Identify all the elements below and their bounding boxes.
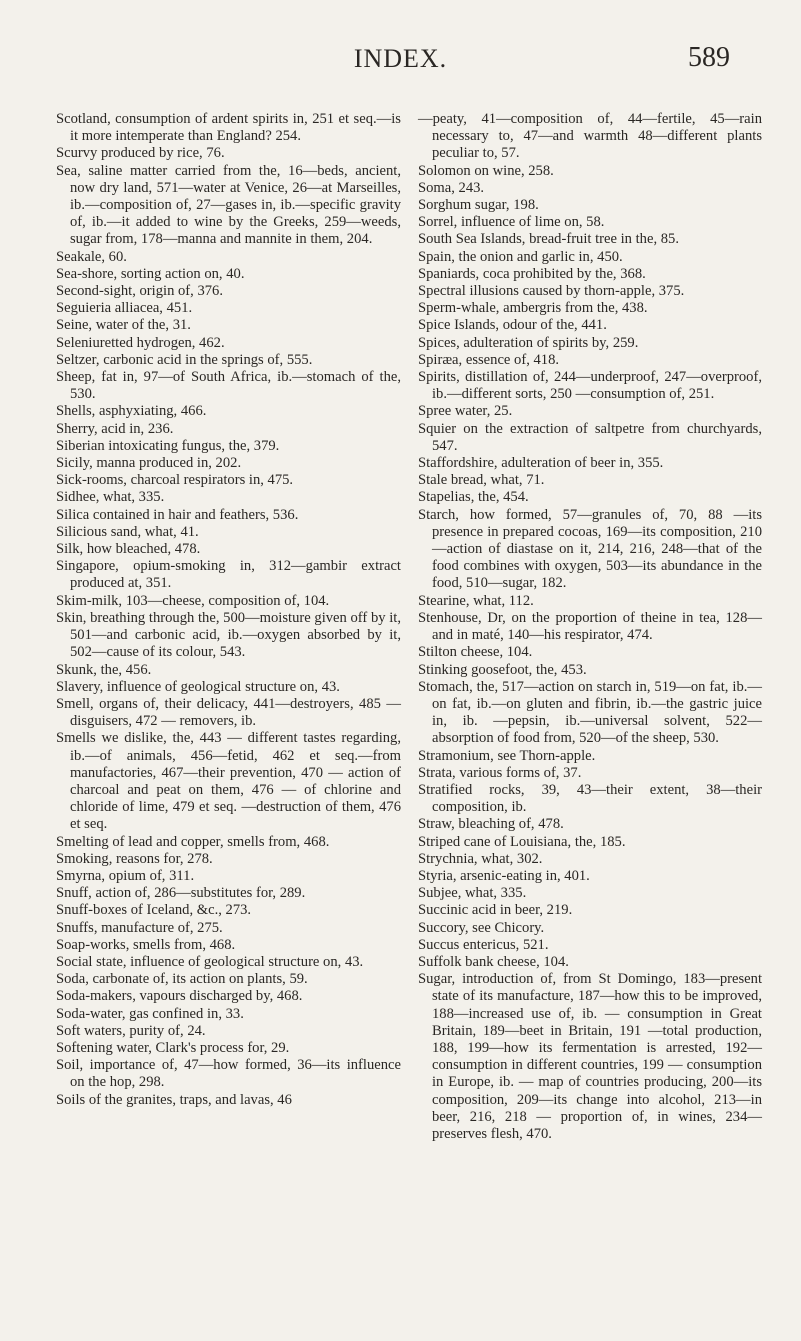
index-entry: Sea-shore, sorting action on, 40. bbox=[56, 265, 245, 282]
index-entry: Silicious sand, what, 41. bbox=[56, 523, 199, 540]
index-entry: Slavery, influence of geological structure on, 43. bbox=[56, 678, 340, 695]
index-entry: Stale bread, what, 71. bbox=[418, 472, 545, 489]
index-entry: Snuffs, manufacture of, 275. bbox=[56, 919, 223, 936]
index-entry: Skunk, the, 456. bbox=[56, 661, 152, 678]
index-entry: Smyrna, opium of, 311. bbox=[56, 867, 195, 884]
index-entry: Succus entericus, 521. bbox=[418, 936, 549, 953]
index-entry: Silica contained in hair and feathers, 536. bbox=[56, 506, 299, 523]
index-entry: Stinking goosefoot, the, 453. bbox=[418, 661, 587, 678]
index-entry: Succory, see Chicory. bbox=[418, 919, 545, 936]
index-entry: Succinic acid in beer, 219. bbox=[418, 902, 573, 919]
index-entry: Stenhouse, Dr, on the proportion of theine in tea, 128—and in maté, 140—his respirator, 474. bbox=[418, 609, 762, 644]
index-entry: Solomon on wine, 258. bbox=[418, 162, 554, 179]
index-entry: —peaty, 41—composition of, 44—fertile, 45—rain necessary to, 47—and warmth 48—different plants peculiar to, 57. bbox=[418, 111, 762, 162]
index-entry: Snuff-boxes of Iceland, &c., 273. bbox=[56, 902, 252, 919]
index-entry: Subjee, what, 335. bbox=[418, 885, 527, 902]
index-column-left bbox=[56, 111, 401, 1109]
index-entry: Seleniuretted hydrogen, 462. bbox=[56, 334, 225, 351]
index-entry: Stramonium, see Thorn-apple. bbox=[418, 747, 596, 764]
index-entry: Seltzer, carbonic acid in the springs of, 555. bbox=[56, 351, 313, 368]
index-entry: Styria, arsenic-eating in, 401. bbox=[418, 867, 590, 884]
index-entry: Second-sight, origin of, 376. bbox=[56, 283, 224, 300]
index-entry: Stapelias, the, 454. bbox=[418, 489, 529, 506]
index-entry: Soil, importance of, 47—how formed, 36—its influence on the hop, 298. bbox=[56, 1057, 401, 1091]
index-entry: Sidhee, what, 335. bbox=[56, 489, 165, 506]
index-entry: Sherry, acid in, 236. bbox=[56, 420, 174, 437]
index-entry: Spaniards, coca prohibited by the, 368. bbox=[418, 265, 646, 282]
page-header bbox=[0, 42, 801, 82]
index-entry: Scotland, consumption of ardent spirits in, 251 et seq.—is it more intemperate than England? 254. bbox=[56, 111, 401, 145]
running-title: INDEX. bbox=[353, 44, 448, 73]
index-entry: Skim-milk, 103—cheese, composition of, 104. bbox=[56, 592, 330, 609]
index-entry: Sick-rooms, charcoal respirators in, 475. bbox=[56, 472, 294, 489]
index-entry: Spice Islands, odour of the, 441. bbox=[418, 317, 607, 334]
index-entry: Siberian intoxicating fungus, the, 379. bbox=[56, 437, 280, 454]
index-entry: Smoking, reasons for, 278. bbox=[56, 850, 213, 867]
index-entry: Strata, various forms of, 37. bbox=[418, 764, 582, 781]
index-entry: Smell, organs of, their delicacy, 441—destroyers, 485 — disguisers, 472 — removers, ib. bbox=[56, 695, 401, 730]
index-entry: Spree water, 25. bbox=[418, 403, 513, 420]
index-entry: Soda, carbonate of, its action on plants, 59. bbox=[56, 971, 308, 988]
index-entry: Striped cane of Louisiana, the, 185. bbox=[418, 833, 626, 850]
index-entry: Sea, saline matter carried from the, 16—beds, ancient, now dry land, 571—water at Venice, 26—at Marseilles, ib.—composition of, 27—gases in, ib.—specific gravity of, ib.—it added to wine by the Greeks, 259—weeds, sugar from, 178—manna and mannite in them, 204. bbox=[56, 162, 401, 248]
index-entry: Sicily, manna produced in, 202. bbox=[56, 455, 242, 472]
index-entry: Seguieria alliacea, 451. bbox=[56, 300, 193, 317]
index-entry: Sorghum sugar, 198. bbox=[418, 197, 539, 214]
index-entry: Sperm-whale, ambergris from the, 438. bbox=[418, 300, 648, 317]
index-entry: Softening water, Clark's process for, 29. bbox=[56, 1039, 290, 1056]
index-entry: Soils of the granites, traps, and lavas, 46 bbox=[56, 1091, 292, 1108]
index-entry: Seine, water of the, 31. bbox=[56, 317, 191, 334]
index-entry: Stomach, the, 517—action on starch in, 519—on fat, ib.—on fat, ib.—on gluten and fibrin, ib.—the gastric juice in, ib. —pepsin, ib.—universal solvent, 522—absorption of food from, 520—of the sheep, 530. bbox=[418, 678, 762, 747]
index-entry: Spirits, distillation of, 244—underproof, 247—overproof, ib.—different sorts, 250 —consumption of, 251. bbox=[418, 369, 762, 403]
index-entry: Starch, how formed, 57—granules of, 70, 88 —its presence in prepared cocoas, 169—its composition, 210—action of diastase on it, 214, 216, 248—that of the food combines with oxygen, 503—its abundance in the food, 510—sugar, 182. bbox=[418, 506, 762, 592]
index-entry: Soda-makers, vapours discharged by, 468. bbox=[56, 988, 303, 1005]
index-entry: Smelting of lead and copper, smells from, 468. bbox=[56, 833, 330, 850]
index-entry: Sorrel, influence of lime on, 58. bbox=[418, 214, 605, 231]
index-entry: Spices, adulteration of spirits by, 259. bbox=[418, 334, 639, 351]
index-entry: Snuff, action of, 286—substitutes for, 289. bbox=[56, 885, 306, 902]
index-entry: Soma, 243. bbox=[418, 179, 485, 196]
index-column-right bbox=[418, 111, 762, 1143]
index-entry: Suffolk bank cheese, 104. bbox=[418, 953, 569, 970]
index-entry: Social state, influence of geological structure on, 43. bbox=[56, 953, 364, 970]
page-number: 589 bbox=[688, 42, 730, 73]
index-entry: Straw, bleaching of, 478. bbox=[418, 816, 564, 833]
index-entry: Silk, how bleached, 478. bbox=[56, 541, 201, 558]
index-entry: Sheep, fat in, 97—of South Africa, ib.—stomach of the, 530. bbox=[56, 369, 401, 403]
index-entry: Spiræa, essence of, 418. bbox=[418, 351, 560, 368]
index-entry: Scurvy produced by rice, 76. bbox=[56, 145, 225, 162]
index-entry: Seakale, 60. bbox=[56, 248, 127, 265]
index-entry: Stratified rocks, 39, 43—their extent, 38—their composition, ib. bbox=[418, 781, 762, 816]
index-entry: Stilton cheese, 104. bbox=[418, 644, 533, 661]
index-entry: Singapore, opium-smoking in, 312—gambir extract produced at, 351. bbox=[56, 558, 401, 592]
index-entry: Spain, the onion and garlic in, 450. bbox=[418, 248, 623, 265]
index-entry: Soda-water, gas confined in, 33. bbox=[56, 1005, 244, 1022]
index-entry: Stearine, what, 112. bbox=[418, 592, 534, 609]
index-entry: Staffordshire, adulteration of beer in, 355. bbox=[418, 455, 664, 472]
index-entry: Strychnia, what, 302. bbox=[418, 850, 543, 867]
index-entry: Sugar, introduction of, from St Domingo, 183—present state of its manufacture, 187—how this to be improved, 188—increased use of, ib. — consumption in Great Britain, 189—beet in Britain, 191 —total production, 188, 199—how its fermentation is arrested, 192—consumption in different countries, 199 — consumption in Europe, ib. — map of countries producing, 200—its composition, 209—its change into alcohol, 213—in beer, 216, 218 — proportion of, in wines, 234—preserves flesh, 470. bbox=[418, 971, 762, 1142]
index-entry: Skin, breathing through the, 500—moisture given off by it, 501—and carbonic acid, ib.—oxygen absorbed by it, 502—cause of its colour, 543. bbox=[56, 609, 401, 661]
index-entry: Soap-works, smells from, 468. bbox=[56, 936, 236, 953]
index-entry: Soft waters, purity of, 24. bbox=[56, 1022, 206, 1039]
index-entry: South Sea Islands, bread-fruit tree in the, 85. bbox=[418, 231, 679, 248]
index-entry: Spectral illusions caused by thorn-apple, 375. bbox=[418, 283, 685, 300]
index-entry: Squier on the extraction of saltpetre from churchyards, 547. bbox=[418, 420, 762, 454]
index-entry: Smells we dislike, the, 443 — different tastes regarding, ib.—of animals, 456—fetid, 462 et seq.—from manufactories, 467—their prevention, 470 — action of charcoal and peat on them, 476 — of chlorine and chloride of lime, 479 et seq. —destruction of them, 476 et seq. bbox=[56, 730, 401, 833]
index-entry: Shells, asphyxiating, 466. bbox=[56, 403, 207, 420]
